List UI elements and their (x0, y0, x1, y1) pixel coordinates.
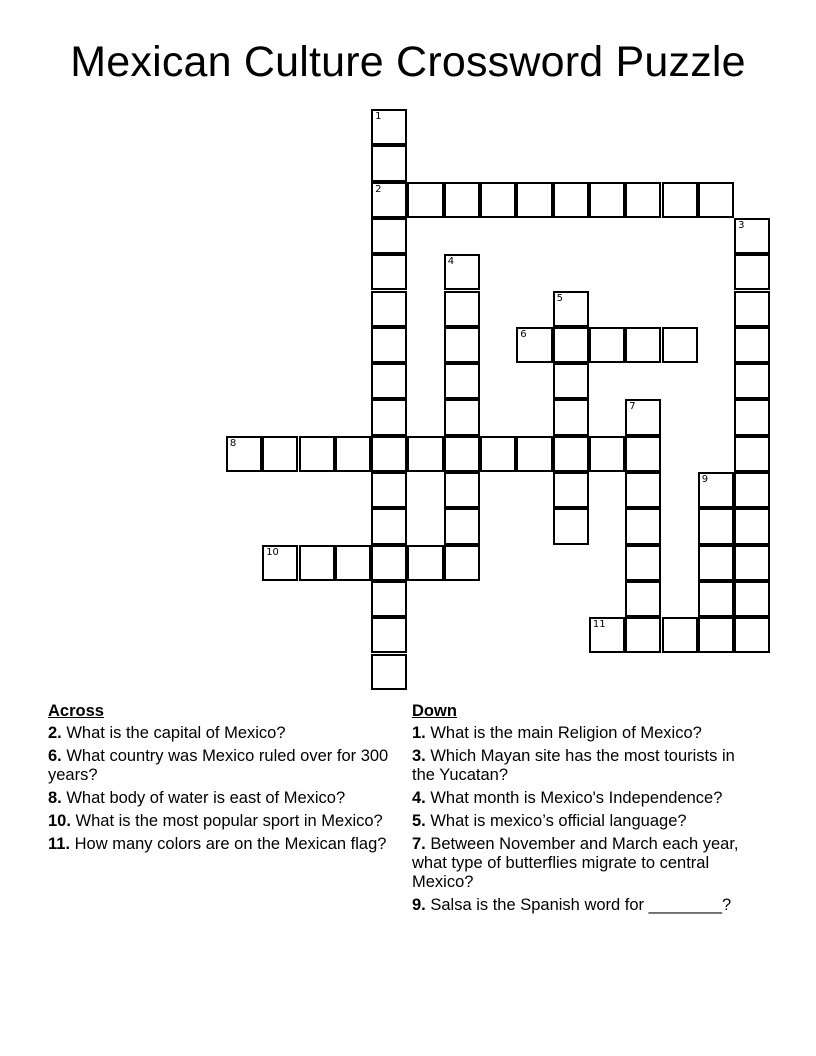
grid-cell[interactable] (625, 545, 661, 581)
clue-text: What country was Mexico ruled over for 300 years? (48, 747, 389, 784)
grid-cell[interactable] (734, 363, 770, 399)
clue-number-label: 6 (520, 328, 527, 340)
down-clue-7 (412, 835, 757, 892)
grid-cell[interactable] (734, 327, 770, 363)
grid-cell[interactable] (371, 617, 407, 653)
clue-number: 10. (48, 812, 71, 830)
grid-cell[interactable] (371, 145, 407, 181)
down-heading: Down (412, 702, 457, 720)
grid-cell[interactable] (553, 291, 589, 327)
clue-number-label: 4 (447, 256, 455, 268)
grid-cell[interactable] (553, 327, 589, 363)
grid-cell[interactable] (734, 472, 770, 508)
grid-cell[interactable] (662, 617, 698, 653)
grid-cell[interactable] (371, 218, 407, 254)
grid-cell[interactable] (480, 182, 516, 218)
grid-cell[interactable] (625, 508, 661, 544)
down-clue-4 (412, 789, 757, 808)
grid-cell[interactable] (589, 617, 625, 653)
grid-cell[interactable] (553, 472, 589, 508)
grid-cell[interactable] (407, 545, 443, 581)
grid-cell[interactable] (589, 436, 625, 472)
clue-number: 11. (48, 835, 71, 853)
clue-text: How many colors are on the Mexican flag? (70, 835, 387, 853)
grid-cell[interactable] (625, 327, 661, 363)
grid-cell[interactable] (698, 508, 734, 544)
down-clue-5 (412, 812, 757, 831)
grid-cell[interactable] (553, 508, 589, 544)
grid-cell[interactable] (625, 182, 661, 218)
clue-number: 3. (412, 747, 426, 765)
across-clues (48, 702, 396, 858)
grid-cell[interactable] (734, 581, 770, 617)
clue-number: 2. (48, 724, 62, 742)
grid-cell[interactable] (371, 436, 407, 472)
clue-number-label: 2 (375, 183, 382, 195)
grid-cell[interactable] (407, 182, 443, 218)
grid-cell[interactable] (371, 472, 407, 508)
grid-cell[interactable] (371, 182, 407, 218)
grid-cell[interactable] (553, 399, 589, 435)
clue-number: 8. (48, 789, 62, 807)
grid-cell[interactable] (407, 436, 443, 472)
grid-cell[interactable] (698, 617, 734, 653)
grid-cell[interactable] (516, 182, 552, 218)
grid-cell[interactable] (444, 182, 480, 218)
grid-cell[interactable] (734, 617, 770, 653)
down-clue-9 (412, 896, 757, 915)
grid-cell[interactable] (371, 363, 407, 399)
grid-cell[interactable] (371, 654, 407, 690)
grid-cell[interactable] (516, 327, 552, 363)
clue-text: What is the capital of Mexico? (61, 724, 286, 742)
clue-number-label: 5 (556, 292, 563, 304)
grid-cell[interactable] (553, 182, 589, 218)
grid-cell[interactable] (444, 508, 480, 544)
clue-number: 4. (412, 789, 426, 807)
grid-cell[interactable] (444, 472, 480, 508)
grid-cell[interactable] (371, 109, 407, 145)
grid-cell[interactable] (734, 436, 770, 472)
clue-number: 7. (412, 835, 426, 853)
grid-cell[interactable] (444, 545, 480, 581)
puzzle-title: Mexican Culture Crossword Puzzle (70, 38, 746, 86)
grid-cell[interactable] (444, 327, 480, 363)
across-clue-10 (48, 812, 396, 831)
grid-cell[interactable] (589, 182, 625, 218)
clue-text: Which Mayan site has the most tourists in the Yucatan? (412, 747, 735, 784)
grid-cell[interactable] (262, 545, 298, 581)
grid-cell[interactable] (262, 436, 298, 472)
grid-cell[interactable] (371, 291, 407, 327)
grid-cell[interactable] (371, 508, 407, 544)
grid-cell[interactable] (698, 545, 734, 581)
across-clue-8 (48, 789, 396, 808)
clue-text: What month is Mexico's Independence? (425, 789, 723, 807)
grid-cell[interactable] (698, 472, 734, 508)
clue-text: Salsa is the Spanish word for ________? (425, 896, 732, 914)
grid-cell[interactable] (299, 545, 335, 581)
grid-cell[interactable] (371, 545, 407, 581)
grid-cell[interactable] (734, 508, 770, 544)
grid-cell[interactable] (335, 545, 371, 581)
across-heading: Across (48, 702, 104, 720)
grid-cell[interactable] (299, 436, 335, 472)
clue-number: 5. (412, 812, 426, 830)
grid-cell[interactable] (589, 327, 625, 363)
across-clue-6 (48, 747, 396, 785)
grid-cell[interactable] (444, 254, 480, 290)
clue-number: 6. (48, 747, 62, 765)
grid-cell[interactable] (371, 254, 407, 290)
grid-cell[interactable] (734, 218, 770, 254)
grid-cell[interactable] (625, 581, 661, 617)
clue-text: What body of water is east of Mexico? (61, 789, 346, 807)
grid-cell[interactable] (625, 617, 661, 653)
down-clues (412, 702, 757, 919)
clue-number-label: 1 (375, 111, 382, 122)
grid-cell[interactable] (371, 581, 407, 617)
grid-cell[interactable] (625, 436, 661, 472)
grid-cell[interactable] (335, 436, 371, 472)
grid-cell[interactable] (480, 436, 516, 472)
clue-text: What is the main Religion of Mexico? (425, 724, 702, 742)
grid-cell[interactable] (698, 581, 734, 617)
grid-cell[interactable] (444, 399, 480, 435)
clue-number: 9. (412, 896, 426, 914)
grid-cell[interactable] (553, 363, 589, 399)
grid-cell[interactable] (371, 327, 407, 363)
clue-number-label: 11 (592, 619, 606, 631)
clue-number-label: 10 (266, 546, 279, 558)
clue-number: 1. (412, 724, 426, 742)
grid-cell[interactable] (734, 399, 770, 435)
clue-number-label: 9 (701, 474, 709, 485)
down-clue-3 (412, 747, 757, 785)
grid-cell[interactable] (444, 363, 480, 399)
clue-number-label: 3 (738, 219, 745, 231)
grid-cell[interactable] (625, 472, 661, 508)
clue-number-label: 7 (629, 401, 636, 413)
across-clue-11 (48, 835, 396, 854)
grid-cell[interactable] (734, 291, 770, 327)
clue-text: Between November and March each year, what type of butterflies migrate to central Mexico? (412, 835, 739, 891)
grid-cell[interactable] (371, 399, 407, 435)
grid-cell[interactable] (516, 436, 552, 472)
grid-cell[interactable] (734, 545, 770, 581)
down-clue-1 (412, 724, 757, 743)
across-clue-2 (48, 724, 396, 743)
clue-number-label: 8 (229, 437, 237, 449)
grid-cell[interactable] (625, 399, 661, 435)
grid-cell[interactable] (444, 291, 480, 327)
grid-cell[interactable] (662, 182, 698, 218)
grid-cell[interactable] (662, 327, 698, 363)
grid-cell[interactable] (553, 436, 589, 472)
grid-cell[interactable] (226, 436, 262, 472)
clue-text: What is mexico’s official language? (425, 812, 687, 830)
grid-cell[interactable] (698, 182, 734, 218)
grid-cell[interactable] (734, 254, 770, 290)
grid-cell[interactable] (444, 436, 480, 472)
clue-text: What is the most popular sport in Mexico? (70, 812, 383, 830)
